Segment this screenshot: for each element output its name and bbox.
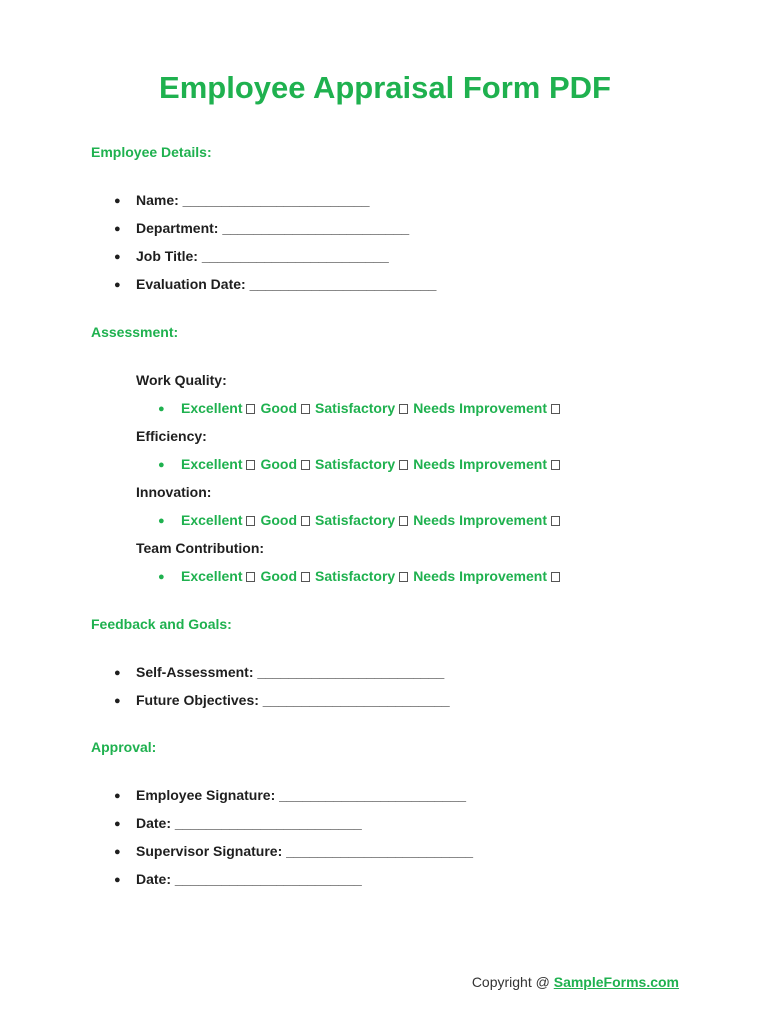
criteria-team-contribution: Team Contribution: (136, 540, 265, 556)
checkbox-satisfactory[interactable] (399, 572, 408, 582)
supervisor-signature-field: ● Supervisor Signature: ________________________ (114, 843, 474, 859)
criteria-efficiency: Efficiency: (136, 428, 207, 444)
criteria-innovation: Innovation: (136, 484, 212, 500)
rating-row-team-contribution (158, 567, 565, 586)
option-good: Good (260, 400, 298, 416)
bullet-icon: ● (158, 515, 165, 527)
bullet-icon: ● (114, 667, 121, 679)
bullet-icon: ● (114, 818, 121, 830)
checkbox-good[interactable] (301, 516, 310, 526)
checkbox-excellent[interactable] (246, 404, 255, 414)
checkbox-needs-improvement[interactable] (551, 572, 560, 582)
copyright-prefix: Copyright @ (471, 974, 554, 990)
option-needs-improvement: Needs Improvement (413, 512, 548, 528)
option-excellent: Excellent (181, 400, 243, 416)
criteria-work-quality: Work Quality: (136, 372, 227, 388)
checkbox-good[interactable] (301, 460, 310, 470)
bullet-icon: ● (114, 790, 121, 802)
self-assessment-field: ● Self-Assessment: ________________________ (114, 664, 445, 680)
checkbox-satisfactory[interactable] (399, 404, 408, 414)
bullet-icon: ● (114, 846, 121, 858)
checkbox-excellent[interactable] (246, 516, 255, 526)
checkbox-good[interactable] (301, 572, 310, 582)
option-good: Good (260, 568, 298, 584)
bullet-icon: ● (114, 874, 121, 886)
bullet-icon: ● (158, 459, 165, 471)
option-satisfactory: Satisfactory (315, 512, 396, 528)
feedback-goals-heading: Feedback and Goals: (91, 616, 232, 632)
name-field: ● Name: ________________________ (114, 192, 370, 208)
option-excellent: Excellent (181, 512, 243, 528)
copyright-footer (472, 974, 679, 990)
bullet-icon: ● (114, 279, 121, 291)
rating-row-innovation (158, 511, 565, 530)
evaluation-date-field: ● Evaluation Date: ________________________ (114, 276, 437, 292)
rating-row-efficiency (158, 455, 565, 474)
supervisor-date-field: ● Date: ________________________ (114, 871, 362, 887)
checkbox-excellent[interactable] (246, 572, 255, 582)
employee-signature-field: ● Employee Signature: ________________________ (114, 787, 467, 803)
approval-heading: Approval: (91, 739, 157, 755)
sampleforms-link[interactable]: SampleForms.com (553, 974, 679, 990)
checkbox-good[interactable] (301, 404, 310, 414)
department-field: ● Department: ________________________ (114, 220, 410, 236)
option-satisfactory: Satisfactory (315, 400, 396, 416)
checkbox-excellent[interactable] (246, 460, 255, 470)
bullet-icon: ● (158, 571, 165, 583)
checkbox-satisfactory[interactable] (399, 460, 408, 470)
option-satisfactory: Satisfactory (315, 456, 396, 472)
option-good: Good (260, 512, 298, 528)
option-excellent: Excellent (181, 568, 243, 584)
checkbox-satisfactory[interactable] (399, 516, 408, 526)
bullet-icon: ● (114, 251, 121, 263)
option-satisfactory: Satisfactory (315, 568, 396, 584)
option-needs-improvement: Needs Improvement (413, 456, 548, 472)
checkbox-needs-improvement[interactable] (551, 404, 560, 414)
job-title-field: ● Job Title: ________________________ (114, 248, 389, 264)
assessment-heading: Assessment: (91, 324, 179, 340)
employee-details-heading: Employee Details: (91, 144, 212, 160)
option-needs-improvement: Needs Improvement (413, 400, 548, 416)
bullet-icon: ● (114, 195, 121, 207)
option-excellent: Excellent (181, 456, 243, 472)
checkbox-needs-improvement[interactable] (551, 516, 560, 526)
bullet-icon: ● (114, 223, 121, 235)
bullet-icon: ● (158, 403, 165, 415)
option-needs-improvement: Needs Improvement (413, 568, 548, 584)
bullet-icon: ● (114, 695, 121, 707)
page-title: Employee Appraisal Form PDF (159, 70, 611, 105)
rating-row-work-quality (158, 399, 565, 418)
employee-date-field: ● Date: ________________________ (114, 815, 362, 831)
future-objectives-field: ● Future Objectives: ________________________ (114, 692, 450, 708)
checkbox-needs-improvement[interactable] (551, 460, 560, 470)
option-good: Good (260, 456, 298, 472)
